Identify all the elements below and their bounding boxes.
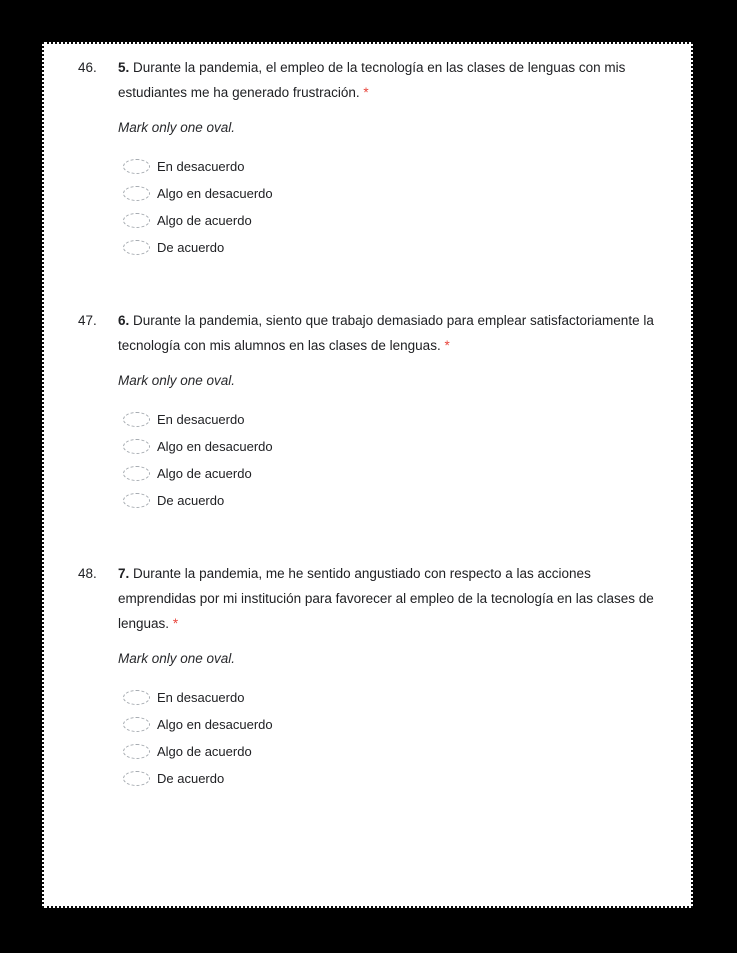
radio-oval-icon[interactable]	[123, 439, 150, 454]
radio-oval-icon[interactable]	[123, 213, 150, 228]
option-label: En desacuerdo	[157, 412, 245, 427]
option-row[interactable]	[123, 433, 663, 460]
radio-oval-icon[interactable]	[123, 493, 150, 508]
question-prefix: 5.	[118, 60, 130, 75]
required-asterisk: *	[444, 338, 450, 353]
question-46	[78, 55, 663, 261]
option-row[interactable]	[123, 460, 663, 487]
radio-oval-icon[interactable]	[123, 159, 150, 174]
option-label: De acuerdo	[157, 240, 225, 255]
question-text: Durante la pandemia, siento que trabajo demasiado para emplear satisfactoriamente la tecnología con mis alumnos en las clases de lenguas.	[118, 313, 654, 353]
question-number: 46.	[78, 60, 97, 75]
radio-oval-icon[interactable]	[123, 466, 150, 481]
required-asterisk: *	[363, 85, 369, 100]
question-text: Durante la pandemia, me he sentido angustiado con respecto a las acciones emprendidas por mi institución para favorecer al empleo de la tecnología en las clases de lenguas.	[118, 566, 654, 631]
option-label: Algo en desacuerdo	[157, 439, 273, 454]
option-label: Algo de acuerdo	[157, 213, 252, 228]
option-row[interactable]	[123, 711, 663, 738]
option-label: Algo de acuerdo	[157, 744, 252, 759]
required-asterisk: *	[172, 616, 179, 631]
option-label: De acuerdo	[157, 771, 225, 786]
question-prefix: 6.	[118, 313, 130, 328]
options-group	[123, 153, 663, 261]
options-group	[123, 406, 663, 514]
radio-oval-icon[interactable]	[123, 717, 150, 732]
option-row[interactable]	[123, 765, 663, 792]
question-title	[118, 55, 663, 105]
question-title-row	[78, 561, 663, 636]
question-title	[118, 561, 663, 636]
option-row[interactable]	[123, 180, 663, 207]
question-47	[78, 308, 663, 514]
question-prefix: 7.	[118, 566, 130, 581]
option-label: Algo en desacuerdo	[157, 186, 273, 201]
radio-oval-icon[interactable]	[123, 412, 150, 427]
option-label: Algo de acuerdo	[157, 466, 252, 481]
option-label: En desacuerdo	[157, 690, 245, 705]
question-48	[78, 561, 663, 792]
form-page	[42, 42, 693, 908]
option-label: En desacuerdo	[157, 159, 245, 174]
radio-oval-icon[interactable]	[123, 186, 150, 201]
option-row[interactable]	[123, 684, 663, 711]
radio-oval-icon[interactable]	[123, 771, 150, 786]
radio-oval-icon[interactable]	[123, 240, 150, 255]
options-group	[123, 684, 663, 792]
option-row[interactable]	[123, 207, 663, 234]
option-row[interactable]	[123, 487, 663, 514]
question-number: 48.	[78, 566, 97, 581]
question-title	[118, 308, 663, 358]
radio-oval-icon[interactable]	[123, 690, 150, 705]
option-label: Algo en desacuerdo	[157, 717, 273, 732]
option-label: De acuerdo	[157, 493, 225, 508]
question-text: Durante la pandemia, el empleo de la tecnología en las clases de lenguas con mis estudiantes me ha generado frustración.	[118, 60, 626, 100]
option-row[interactable]	[123, 406, 663, 433]
option-row[interactable]	[123, 153, 663, 180]
hint-text: Mark only one oval.	[118, 120, 236, 135]
question-title-row	[78, 55, 663, 105]
hint-text: Mark only one oval.	[118, 373, 236, 388]
option-row[interactable]	[123, 234, 663, 261]
question-number: 47.	[78, 313, 97, 328]
question-title-row	[78, 308, 663, 358]
hint-text: Mark only one oval.	[118, 651, 236, 666]
radio-oval-icon[interactable]	[123, 744, 150, 759]
option-row[interactable]	[123, 738, 663, 765]
